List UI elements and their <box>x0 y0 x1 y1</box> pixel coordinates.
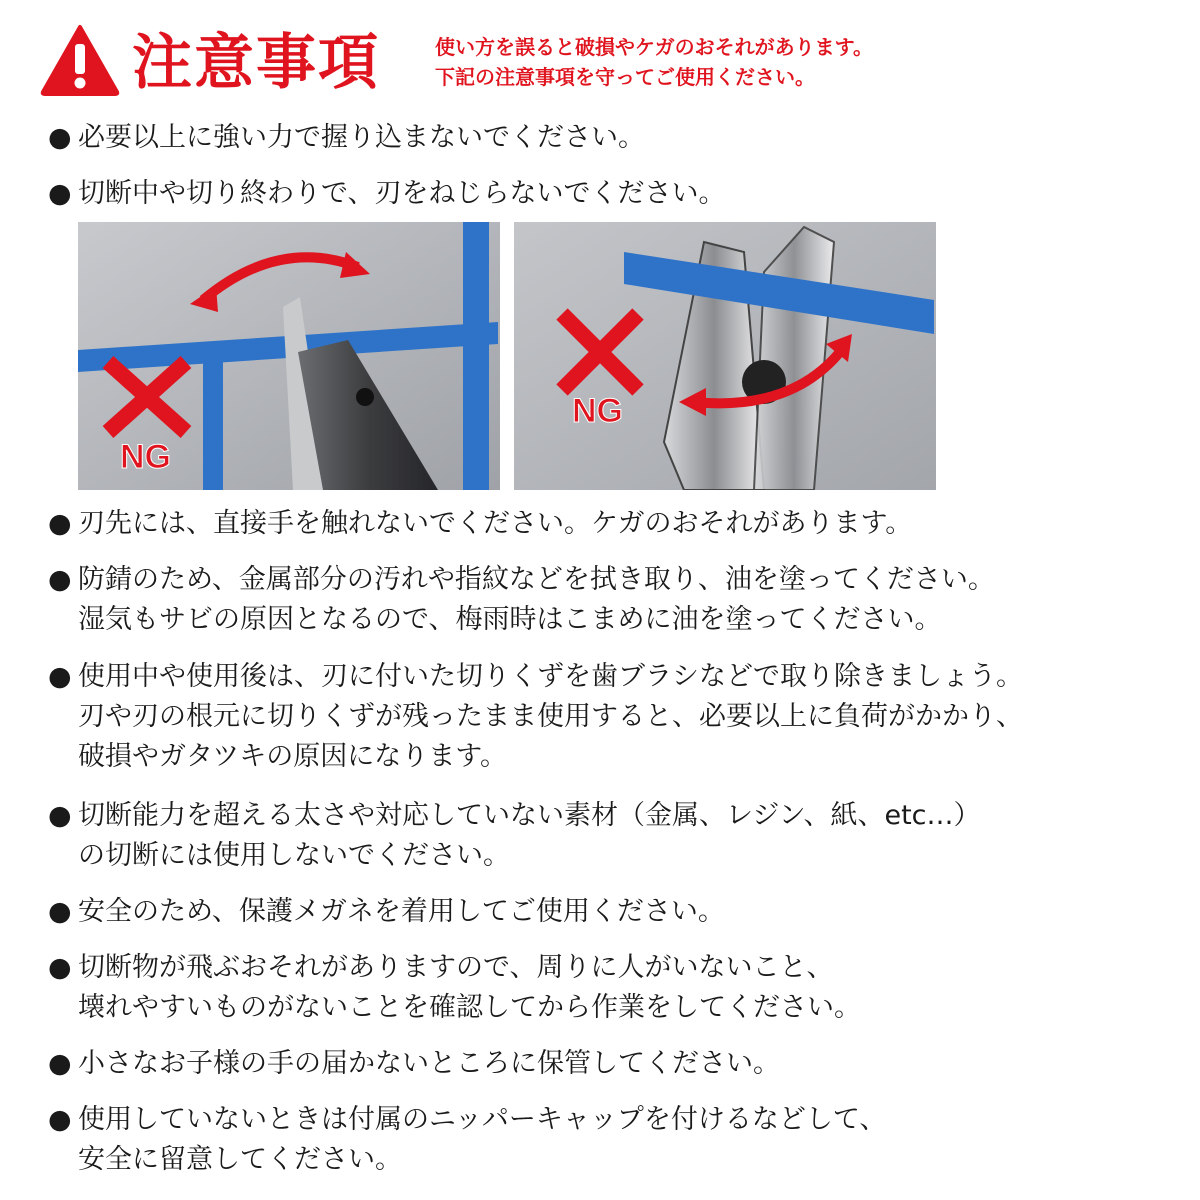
bullet-icon: ● <box>48 122 72 153</box>
caution-subtitle: 使い方を誤ると破損やケガのおそれがあります。 下記の注意事項を守ってご使用ください。 <box>435 35 873 89</box>
warning-triangle-icon <box>40 24 120 96</box>
bullet-icon: ● <box>48 800 72 831</box>
bullet-icon: ● <box>48 508 72 539</box>
ng-photo-twisting-nipper <box>514 222 936 490</box>
ng-label: NG <box>120 438 171 476</box>
bullet-icon: ● <box>48 896 72 927</box>
list-item: ● 防錆のため、金属部分の汚れや指紋などを拭き取り、油を塗ってください。 湿気もサビの原因となるので、梅雨時はこまめに油を塗ってください。 <box>48 560 995 640</box>
list-item: ● 安全のため、保護メガネを着用してご使用ください。 <box>48 892 725 932</box>
bullet-icon: ● <box>48 661 72 692</box>
bullet-icon: ● <box>48 1048 72 1079</box>
list-item: ● 刃先には、直接手を触れないでください。ケガのおそれがあります。 <box>48 504 912 544</box>
list-item: ● 使用していないときは付属のニッパーキャップを付けるなどして、 安全に留意してください。 <box>48 1100 886 1180</box>
list-item: ● 切断能力を超える太さや対応していない素材（金属、レジン、紙、etc…） の切断には使用しないでください。 <box>48 796 981 876</box>
list-item: ● 小さなお子様の手の届かないところに保管してください。 <box>48 1044 780 1084</box>
bullet-icon: ● <box>48 564 72 595</box>
bullet-icon: ● <box>48 952 72 983</box>
photo-illustration <box>514 222 936 490</box>
list-item: ● 切断中や切り終わりで、刃をねじらないでください。 <box>48 174 725 214</box>
list-item: ● 必要以上に強い力で握り込まないでください。 <box>48 118 645 158</box>
bullet-icon: ● <box>48 1104 72 1135</box>
ng-photos <box>78 222 936 490</box>
caution-header <box>40 20 1160 100</box>
list-item: ● 使用中や使用後は、刃に付いた切りくずを歯ブラシなどで取り除きましょう。 刃や刃の根元に切りくずが残ったまま使用すると、必要以上に負荷がかかり、 破損やガタツキの原因になります。 <box>48 657 1023 777</box>
page-title: 注意事項 <box>132 28 380 98</box>
list-item: ● 切断物が飛ぶおそれがありますので、周りに人がいないこと、 壊れやすいものがないことを確認してから作業をしてください。 <box>48 948 861 1028</box>
ng-photo-twisting-sprue <box>78 222 500 490</box>
ng-label: NG <box>572 392 623 430</box>
bullet-icon: ● <box>48 178 72 209</box>
